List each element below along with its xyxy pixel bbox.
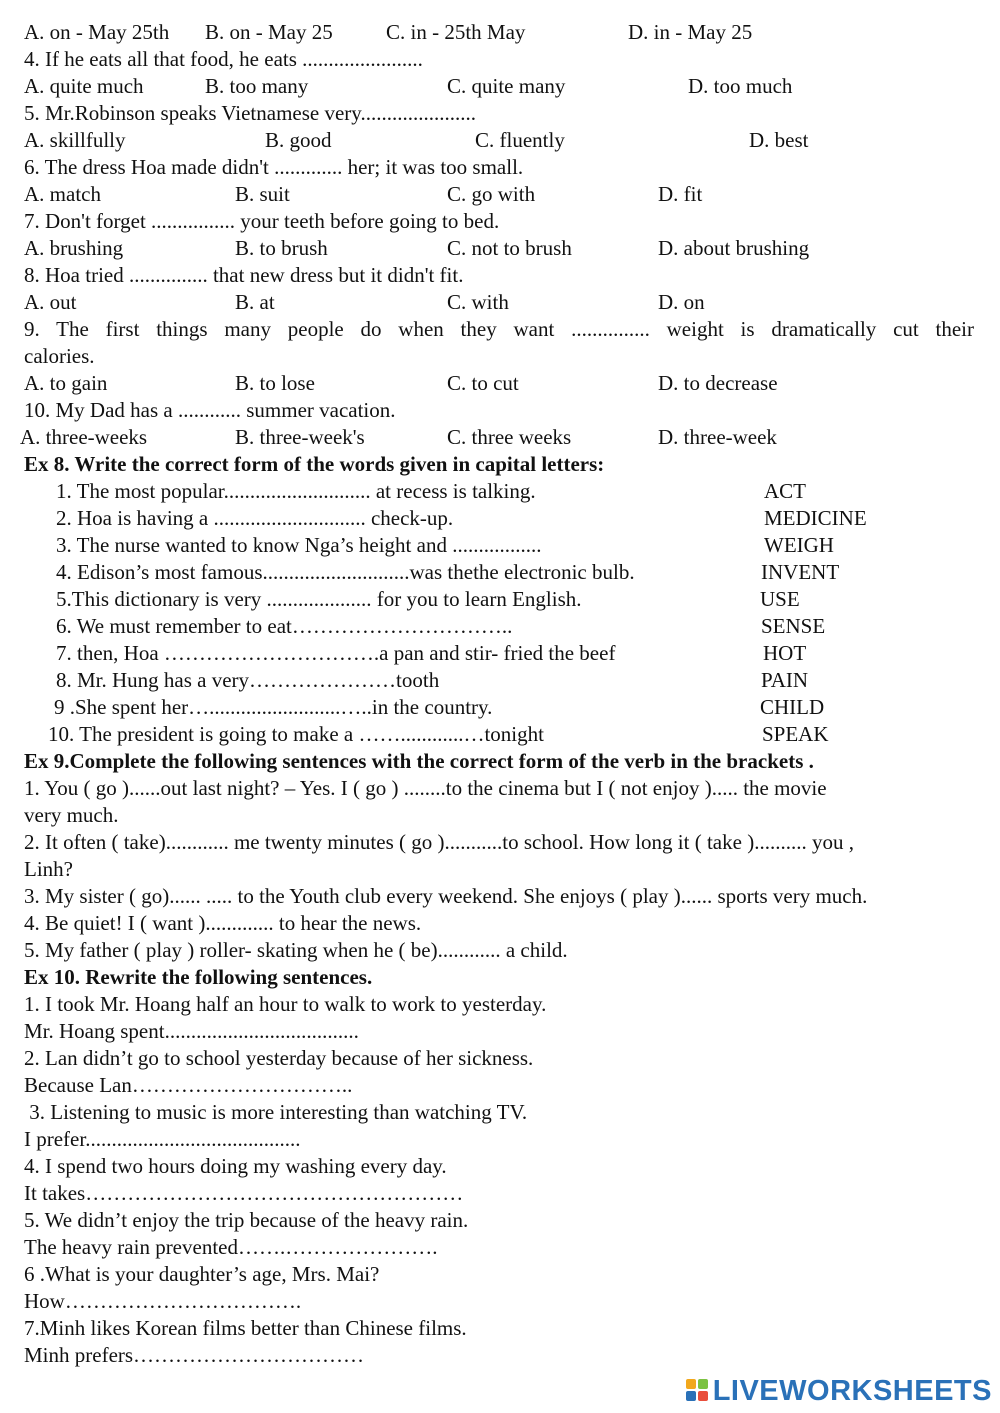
- option-a: A. brushing: [24, 236, 124, 260]
- question-9-continued: calories.: [24, 344, 95, 368]
- option-b: B. suit: [235, 182, 290, 206]
- ex10-line: Because Lan…………………………..: [24, 1073, 353, 1097]
- question-4: 4. If he eats all that food, he eats .......................: [24, 47, 423, 71]
- ex8-keyword-3: WEIGH: [764, 533, 834, 557]
- ex8-keyword-10: SPEAK: [762, 722, 829, 746]
- ex10-line: How…………………………….: [24, 1289, 302, 1313]
- ex10-line: Minh prefers……………………………: [24, 1343, 365, 1367]
- ex9-line: 4. Be quiet! I ( want )............. to hear the news.: [24, 911, 422, 935]
- ex8-keyword-2: MEDICINE: [764, 506, 867, 530]
- ex9-line: 2. It often ( take)............ me twenty minutes ( go )...........to school. How long it ( take ).......... you ,: [24, 830, 854, 854]
- option-b: B. to lose: [235, 371, 315, 395]
- ex9-line: 1. You ( go )......out last night? – Yes. I ( go ) ........to the cinema but I ( not enjoy )..... the movie: [24, 776, 827, 800]
- question-10: 10. My Dad has a ............ summer vacation.: [24, 398, 396, 422]
- ex9-line: 3. My sister ( go)...... ..... to the Youth club every weekend. She enjoys ( play )...... sports very much.: [24, 884, 868, 908]
- ex10-line: The heavy rain prevented…….………………….: [24, 1235, 438, 1259]
- ex10-line: 3. Listening to music is more interesting than watching TV.: [24, 1100, 528, 1124]
- ex10-line: 5. We didn’t enjoy the trip because of the heavy rain.: [24, 1208, 469, 1232]
- option-c: C. go with: [447, 182, 536, 206]
- option-a: A. to gain: [24, 371, 108, 395]
- option-c: C. three weeks: [447, 425, 572, 449]
- option-c: C. fluently: [475, 128, 565, 152]
- ex8-item-8: 8. Mr. Hung has a very…………………tooth: [56, 668, 440, 692]
- option-c: C. in - 25th May: [386, 20, 526, 44]
- option-c: C. quite many: [447, 74, 566, 98]
- ex8-item-5: 5.This dictionary is very .................... for you to learn English.: [56, 587, 582, 611]
- option-d: D. on: [658, 290, 705, 314]
- ex9-line: 5. My father ( play ) roller- skating when he ( be)............ a child.: [24, 938, 568, 962]
- option-a: A. three-weeks: [20, 425, 148, 449]
- option-c: C. to cut: [447, 371, 519, 395]
- option-b: B. on - May 25: [205, 20, 333, 44]
- ex8-keyword-1: ACT: [764, 479, 806, 503]
- exercise-10-heading: Ex 10. Rewrite the following sentences.: [24, 965, 373, 989]
- option-d: D. about brushing: [658, 236, 810, 260]
- option-a: A. skillfully: [24, 128, 126, 152]
- option-d: D. best: [749, 128, 809, 152]
- option-a: A. on - May 25th: [24, 20, 170, 44]
- ex10-line: Mr. Hoang spent.....................................: [24, 1019, 359, 1043]
- ex8-keyword-6: SENSE: [761, 614, 826, 638]
- option-d: D. to decrease: [658, 371, 778, 395]
- ex8-item-2: 2. Hoa is having a ............................. check-up.: [56, 506, 454, 530]
- exercise-8-heading: Ex 8. Write the correct form of the words given in capital letters:: [24, 452, 605, 476]
- ex10-line: I prefer.........................................: [24, 1127, 301, 1151]
- ex10-line: 2. Lan didn’t go to school yesterday because of her sickness.: [24, 1046, 534, 1070]
- option-c: C. with: [447, 290, 509, 314]
- option-d: D. too much: [688, 74, 793, 98]
- ex8-item-3: 3. The nurse wanted to know Nga’s height and .................: [56, 533, 542, 557]
- ex8-keyword-7: HOT: [763, 641, 807, 665]
- option-b: B. at: [235, 290, 275, 314]
- liveworksheets-logo-text: LIVEWORKSHEETS: [712, 1374, 992, 1407]
- ex8-item-10: 10. The president is going to make a ……............…tonight: [48, 722, 544, 746]
- ex8-item-4: 4. Edison’s most famous............................was thethe electronic bulb.: [56, 560, 635, 584]
- ex10-line: 4. I spend two hours doing my washing every day.: [24, 1154, 447, 1178]
- option-b: B. good: [265, 128, 332, 152]
- option-b: B. too many: [205, 74, 309, 98]
- option-d: D. three-week: [658, 425, 777, 449]
- question-9: 9. The first things many people do when they want ............... weight is dramatically cut their: [24, 317, 974, 341]
- option-a: A. match: [24, 182, 101, 206]
- option-b: B. to brush: [235, 236, 328, 260]
- ex8-item-7: 7. then, Hoa ………………………….a pan and stir- fried the beef: [56, 641, 616, 665]
- ex8-item-9: 9 .She spent her….........................…..in the country.: [54, 695, 493, 719]
- question-5: 5. Mr.Robinson speaks Vietnamese very......................: [24, 101, 476, 125]
- ex8-keyword-4: INVENT: [761, 560, 840, 584]
- liveworksheets-logo[interactable]: [686, 1373, 992, 1409]
- option-a: A. out: [24, 290, 77, 314]
- ex8-keyword-5: USE: [760, 587, 800, 611]
- option-a: A. quite much: [24, 74, 144, 98]
- ex9-line: very much.: [24, 803, 119, 827]
- ex10-line: It takes………………………………………………: [24, 1181, 464, 1205]
- option-d: D. fit: [658, 182, 703, 206]
- ex8-keyword-9: CHILD: [760, 695, 825, 719]
- ex8-item-6: 6. We must remember to eat…………………………..: [56, 614, 513, 638]
- question-8: 8. Hoa tried ............... that new dress but it didn't fit.: [24, 263, 464, 287]
- option-d: D. in - May 25: [628, 20, 753, 44]
- question-7: 7. Don't forget ................ your teeth before going to bed.: [24, 209, 500, 233]
- ex8-keyword-8: PAIN: [761, 668, 809, 692]
- option-b: B. three-week's: [235, 425, 365, 449]
- option-c: C. not to brush: [447, 236, 572, 260]
- ex10-line: 7.Minh likes Korean films better than Chinese films.: [24, 1316, 467, 1340]
- ex8-item-1: 1. The most popular............................ at recess is talking.: [56, 479, 536, 503]
- ex10-line: 1. I took Mr. Hoang half an hour to walk to work to yesterday.: [24, 992, 547, 1016]
- question-6: 6. The dress Hoa made didn't ............. her; it was too small.: [24, 155, 524, 179]
- exercise-9-heading: Ex 9.Complete the following sentences with the correct form of the verb in the brackets .: [24, 749, 814, 773]
- ex9-line: Linh?: [24, 857, 73, 881]
- liveworksheets-logo-icon: [686, 1379, 710, 1403]
- ex10-line: 6 .What is your daughter’s age, Mrs. Mai?: [24, 1262, 380, 1286]
